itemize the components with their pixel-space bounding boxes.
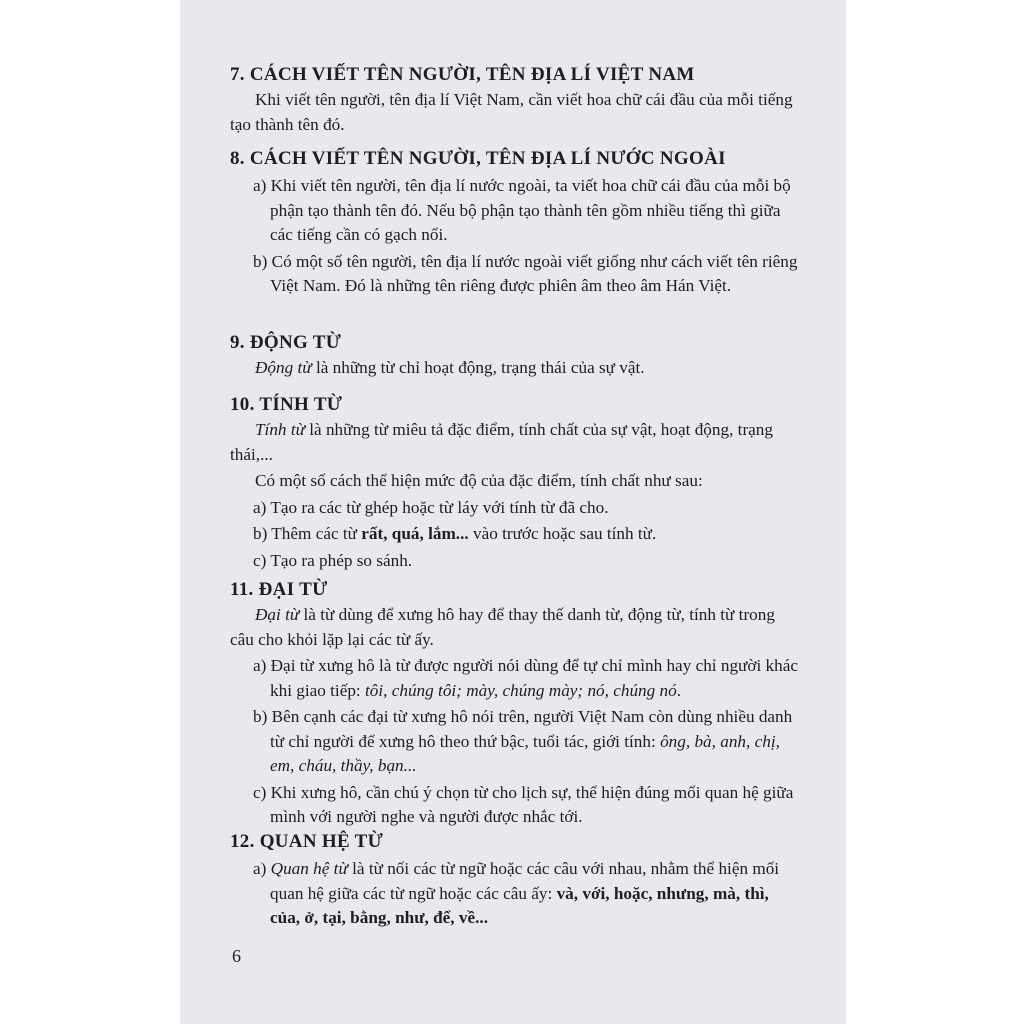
section-11-item-a bbox=[230, 654, 800, 703]
section-9-body bbox=[230, 356, 645, 381]
section-7-body: Khi viết tên người, tên địa lí Việt Nam, cần viết hoa chữ cái đầu của mỗi tiếng tạo thành tên đó. bbox=[230, 90, 793, 134]
section-12-title: 12. QUAN HỆ TỪ bbox=[230, 831, 384, 852]
section-9 bbox=[230, 330, 645, 381]
section-8-item-a: a) Khi viết tên người, tên địa lí nước ngoài, ta viết hoa chữ cái đầu của mỗi bộ phận tạo thành tên đó. Nếu bộ phận tạo thành tên gồm nhiều tiếng thì giữa các tiếng cần có gạch nối. bbox=[253, 176, 791, 244]
section-10-item-b-pre: b) Thêm các từ bbox=[253, 524, 362, 543]
section-10-item-b-post: vào trước hoặc sau tính từ. bbox=[468, 524, 657, 543]
page-number: 6 bbox=[232, 946, 241, 966]
section-10-title: 10. TÍNH TỪ bbox=[230, 394, 343, 415]
section-8 bbox=[230, 146, 800, 299]
section-11-text: là từ dùng để xưng hô hay để thay thế danh từ, động từ, tính từ trong câu cho khỏi lặp lại các từ ấy. bbox=[230, 605, 775, 649]
section-9-term: Động từ bbox=[255, 358, 312, 377]
section-12 bbox=[230, 829, 800, 931]
section-11-item-a-pre: a) Đại từ xưng hô là từ được người nói dùng để tự chỉ mình hay chỉ người khác khi giao tiếp: bbox=[253, 656, 798, 700]
section-11-item-a-italic: tôi, chúng tôi; mày, chúng mày; nó, chúng nó bbox=[365, 680, 677, 700]
section-7-title: 7. CÁCH VIẾT TÊN NGƯỜI, TÊN ĐỊA LÍ VIỆT NAM bbox=[230, 64, 695, 85]
section-11-item-b-italic: ông, bà, anh, chị, em, cháu, thầy, bạn... bbox=[270, 731, 780, 775]
section-10-item-b bbox=[230, 522, 800, 547]
section-11-item-a-post: . bbox=[676, 680, 682, 700]
section-9-title: 9. ĐỘNG TỪ bbox=[230, 332, 342, 353]
section-7 bbox=[230, 62, 800, 137]
section-11-item-b bbox=[230, 705, 800, 779]
section-10-item-c: c) Tạo ra phép so sánh. bbox=[253, 550, 413, 570]
section-10-term: Tính từ bbox=[255, 420, 305, 439]
section-12-term: Quan hệ từ bbox=[270, 859, 348, 878]
section-10-text: là những từ miêu tả đặc điểm, tính chất của sự vật, hoạt động, trạng thái,... bbox=[230, 420, 773, 464]
section-10-item-b-bold: rất, quá, lắm... bbox=[361, 524, 469, 543]
section-11-item-b-pre: b) Bên cạnh các đại từ xưng hô nói trên, người Việt Nam còn dùng nhiều danh từ chỉ người để xưng hô theo thứ bậc, tuổi tác, giới tính: bbox=[253, 707, 793, 751]
section-11-term: Đại từ bbox=[255, 605, 300, 624]
section-12-bold-list: và, với, hoặc, nhưng, mà, thì, của, ở, tại, bằng, như, để, về... bbox=[270, 883, 769, 927]
section-11-body bbox=[230, 603, 800, 652]
section-10-body bbox=[230, 418, 800, 467]
section-10-intro: Có một số cách thể hiện mức độ của đặc điểm, tính chất như sau: bbox=[255, 471, 703, 490]
section-8-title: 8. CÁCH VIẾT TÊN NGƯỜI, TÊN ĐỊA LÍ NƯỚC NGOÀI bbox=[230, 148, 726, 169]
section-10-item-a: a) Tạo ra các từ ghép hoặc từ láy với tính từ đã cho. bbox=[253, 497, 609, 517]
section-10 bbox=[230, 392, 800, 573]
section-9-text: là những từ chỉ hoạt động, trạng thái của sự vật. bbox=[311, 358, 645, 377]
section-8-item-b: b) Có một số tên người, tên địa lí nước ngoài viết giống như cách viết tên riêng Việt Nam. Đó là những tên riêng được phiên âm theo âm Hán Việt. bbox=[253, 251, 798, 295]
section-11 bbox=[230, 577, 800, 830]
section-12-item-a-pre: a) bbox=[253, 859, 271, 878]
section-11-item-c: c) Khi xưng hô, cần chú ý chọn từ cho lịch sự, thể hiện đúng mối quan hệ giữa mình với người nghe và người được nhắc tới. bbox=[253, 782, 794, 826]
section-12-text: là từ nối các từ ngữ hoặc các câu với nhau, nhằm thể hiện mối quan hệ giữa các từ ngữ hoặc các câu ấy: bbox=[270, 859, 780, 903]
section-12-item-a bbox=[230, 857, 800, 931]
book-page bbox=[180, 0, 846, 1024]
section-11-title: 11. ĐẠI TỪ bbox=[230, 579, 328, 600]
